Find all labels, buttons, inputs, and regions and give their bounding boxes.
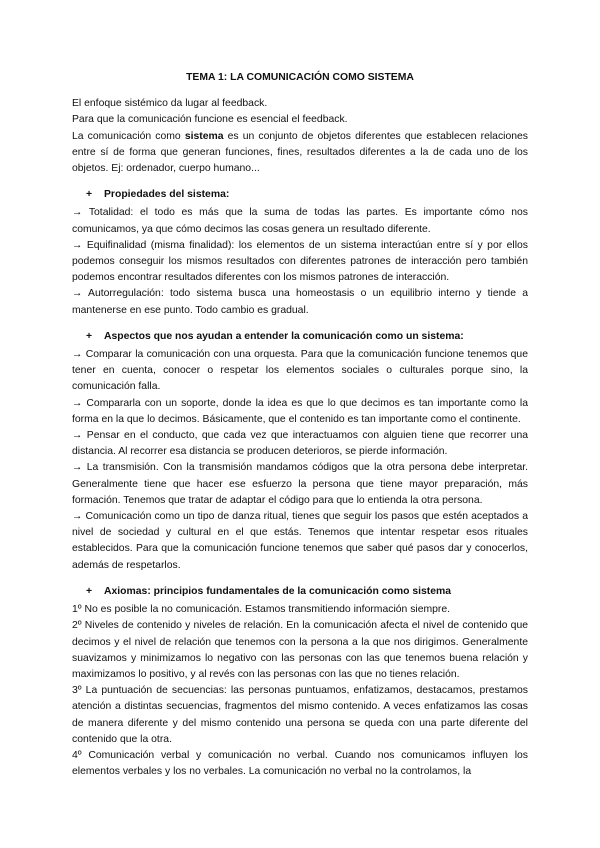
- intro-text-bold: sistema: [184, 130, 224, 142]
- bullet-plus: +: [86, 585, 93, 597]
- paragraph: → Comparar la comunicación con una orquesta. Para que la comunicación funcione tenemos que tener en cuenta, conocer o respetar los elementos sociales o culturales porque sino, la comunicación falla.: [72, 349, 528, 393]
- section-axiomas: [72, 584, 528, 780]
- paragraph: → Comunicación como un tipo de danza ritual, tienes que seguir los pasos que estén aceptados a nivel de sociedad y cultural en el que estás. Tenemos que intentar respetar esos rituales establecidos. Para que la comunicación funcione tenemos que saber qué pasos dar y conocerlos, además de respetarlos.: [72, 511, 528, 571]
- section-propiedades: [72, 187, 528, 319]
- paragraph: → Totalidad: el todo es más que la suma de todas las partes. Es importante cómo nos comunicamos, ya que cómo decimos las cosas genera un resultado diferente.: [72, 207, 528, 235]
- intro-text-pre: La comunicación como: [72, 130, 185, 142]
- heading-text: Propiedades del sistema:: [104, 189, 230, 201]
- paragraph: 2º Niveles de contenido y niveles de relación. En la comunicación afecta el nivel de contenido que decimos y el nivel de relación que tenemos con la persona a la que nos dirigimos. Generalmente suavizamos y minimizamos lo negativo con las personas con las que tenemos buena relación y maximizamos lo positivo, y al revés con las personas con las que no tienes relación.: [72, 620, 528, 680]
- intro-paragraph: [72, 129, 528, 178]
- paragraph: → La transmisión. Con la transmisión mandamos códigos que la otra persona debe interpretar. Generalmente tiene que hacer ese esfuerzo la persona que tiene mayor preparación, más formación. Tenemos que tratar de adaptar el código para que lo entienda la otra persona.: [72, 462, 528, 506]
- bullet-plus: +: [86, 330, 93, 342]
- paragraph: 4º Comunicación verbal y comunicación no verbal. Cuando nos comunicamos influyen los elementos verbales y los no verbales. La comunicación no verbal no la controlamos, la: [72, 749, 528, 778]
- paragraph: 1º No es posible la no comunicación. Estamos transmitiendo información siempre.: [72, 604, 451, 616]
- heading-text: Aspectos que nos ayudan a entender la comunicación como un sistema:: [104, 330, 464, 342]
- paragraph: → Compararla con un soporte, donde la idea es que lo que decimos es tan importante como la forma en la que lo decimos. Básicamente, que el contenido es tan importante como el continente.: [72, 397, 528, 425]
- bullet-plus: +: [86, 189, 93, 201]
- intro-line-1: El enfoque sistémico da lugar al feedback.: [72, 98, 268, 110]
- document-title: TEMA 1: LA COMUNICACIÓN COMO SISTEMA: [186, 72, 414, 83]
- section-heading: [86, 584, 528, 600]
- heading-text: Axiomas: principios fundamentales de la comunicación como sistema: [104, 585, 452, 597]
- paragraph: → Equifinalidad (misma finalidad): los elementos de un sistema interactúan entre sí y por ellos podemos conseguir los mismos resultados con diferentes patrones de interacción pero también podemos encontrar resultados diferentes con los mismos patrones de interacción.: [72, 239, 528, 284]
- intro-text-post: es un conjunto de objetos diferentes que establecen relaciones entre sí de forma que generan funciones, fines, resultados diferentes a la de cada uno de los objetos. Ej: ordenador, cuerpo humano...: [72, 130, 528, 175]
- section-aspectos: [72, 329, 528, 574]
- paragraph: 3º La puntuación de secuencias: las personas puntuamos, enfatizamos, destacamos, prestamos atención a distintas secuencias, fragmentos del mismo contenido. A veces enfatizamos las cosas de manera diferente y del mismo contenido una persona se queda con una parte diferente del contenido que la otra.: [72, 685, 528, 745]
- section-heading: [86, 187, 528, 203]
- intro-line-2: Para que la comunicación funcione es esencial el feedback.: [72, 114, 348, 126]
- paragraph: → Autorregulación: todo sistema busca una homeostasis o un equilibrio interno y tiende a mantenerse en ese punto. Todo cambio es gradual.: [72, 288, 528, 316]
- section-heading: [86, 329, 528, 345]
- paragraph: → Pensar en el conducto, que cada vez que interactuamos con alguien tiene que recorrer una distancia. Al recorrer esa distancia se producen deterioros, se pierde información.: [72, 430, 528, 458]
